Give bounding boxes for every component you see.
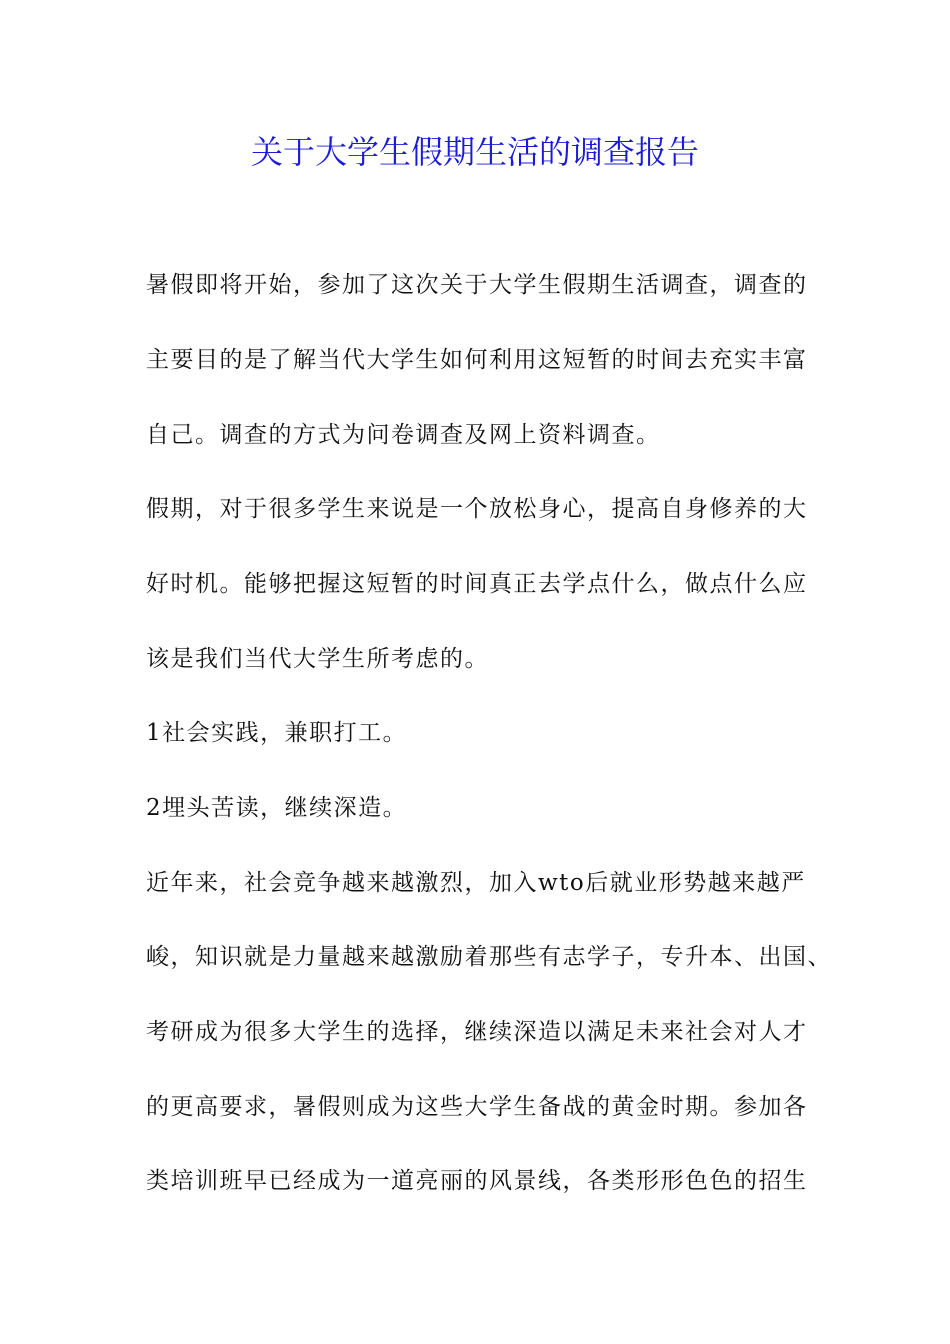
paragraph-line: 的更高要求，暑假则成为这些大学生备战的黄金时期。参加各 [146,1094,808,1120]
list-item: 2埋头苦读，继续深造。 [146,795,408,821]
paragraph-line: 该是我们当代大学生所考虑的。 [146,646,489,672]
paragraph-line: 峻，知识就是力量越来越激励着那些有志学子，专升本、出国、 [146,944,832,970]
document-title: 关于大学生假期生活的调查报告 [250,133,699,171]
paragraph-line: 主要目的是了解当代大学生如何利用这短暂的时间去充实丰富 [146,347,808,373]
paragraph-line: 好时机。能够把握这短暂的时间真正去学点什么，做点什么应 [146,571,808,597]
paragraph-line: 类培训班早已经成为一道亮丽的风景线，各类形形色色的招生 [146,1168,808,1194]
paragraph-line: 假期，对于很多学生来说是一个放松身心，提高自身修养的大 [146,496,808,522]
paragraph-line: 近年来，社会竞争越来越激烈，加入wto后就业形势越来越严 [146,870,806,896]
paragraph-line: 自己。调查的方式为问卷调查及网上资料调查。 [146,422,661,448]
paragraph-line: 暑假即将开始，参加了这次关于大学生假期生活调查，调查的 [146,272,808,298]
paragraph-line: 考研成为很多大学生的选择，继续深造以满足未来社会对人才 [146,1019,808,1045]
list-item: 1社会实践，兼职打工。 [146,720,408,746]
